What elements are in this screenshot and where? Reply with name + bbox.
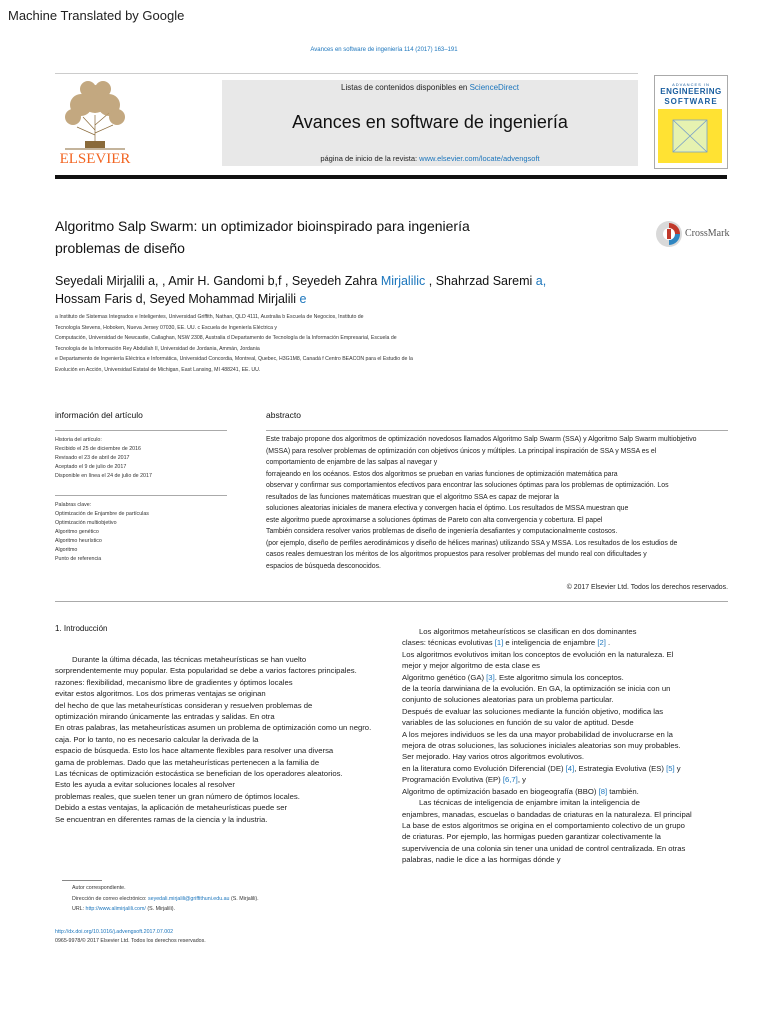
- machine-translated-banner: Machine Translated by Google: [8, 8, 185, 23]
- section-divider: [55, 601, 728, 602]
- citation-link[interactable]: [1]: [494, 638, 504, 648]
- intro-right-line: [402, 626, 728, 637]
- intro-right-line: [402, 683, 728, 694]
- intro-column-left: Durante la última década, las técnicas metaheurísticas se han vuelto sorprendentemente muy popular. Esta popularidad se debe a varios factores principales. razones: flexibilidad, mecanismo libre de gradientes y óptimos locales evitar estos algoritmos. Los dos primeras ventajas se originan del hecho de que las metaheurísticas consideran y resuelven problemas de optimización mirando únicamente las entradas y salidas. En otra En otras palabras, las metaheurísticas asumen un problema de optimización como un negro. caja. Por lo tanto, no es necesario calcular la derivada de la espacio de búsqueda. Esto los hace altamente flexibles para resolver una diversa gama de problemas. Dado que las metaheurísticas pertenecen a la familia de Las técnicas de optimización estocástica se benefician de los operadores aleatorios. Esto les ayuda a evitar soluciones locales al resolver problemas reales, que suelen tener un gran número de óptimos locales. Debido a estas ventajas, la aplicación de metaheurísticas puede ser Se encuentran en diferentes ramas de la ciencia y la industria.: [55, 655, 372, 824]
- line-text: La base de estos algoritmos se origina en el comportamiento colectivo de un grupo: [402, 820, 685, 830]
- line-text: Algoritmo de optimización basado en biogeografía (BBO): [402, 786, 599, 796]
- line-text: enjambres, manadas, escuelas o bandadas de criaturas en la naturaleza. El principal: [402, 809, 692, 819]
- abstract-copyright: © 2017 Elsevier Ltd. Todos los derechos reservados.: [566, 584, 728, 591]
- intro-right-line: [402, 637, 728, 648]
- journal-title: Avances en software de ingeniería: [292, 112, 568, 132]
- cover-line1: ADVANCES IN: [672, 82, 710, 87]
- line-text: Los algoritmos evolutivos imitan los conceptos de evolución en la naturaleza. El: [402, 649, 674, 659]
- line-text: , y: [517, 775, 526, 785]
- article-info-heading: información del artículo: [55, 410, 143, 420]
- author-link-seyed-mohammad[interactable]: e: [299, 292, 307, 306]
- intro-right-line: [402, 774, 728, 785]
- line-text: conjunto de soluciones aleatorias para un problema particular.: [402, 695, 614, 705]
- intro-right-line: [402, 786, 728, 797]
- line-text: y: [674, 763, 681, 773]
- line-text: Los algoritmos metaheurísticos se clasifican en dos dominantes: [419, 627, 637, 636]
- article-history: Historia del artículo: Recibido el 25 de diciembre de 2016 Revisado el 23 de abril de 2017 Aceptado el 9 de julio de 2017 Disponible en línea el 24 de julio de 2017: [55, 437, 152, 479]
- citation-link[interactable]: [8]: [598, 786, 608, 796]
- intro-right-line: [402, 763, 728, 774]
- line-text: supervivencia de una colonia sin tener una unidad de control centralizada. En otras: [402, 843, 686, 853]
- intro-right-line: [402, 660, 728, 671]
- intro-right-line: [402, 843, 728, 854]
- intro-right-line: [402, 854, 728, 865]
- line-text: Las técnicas de inteligencia de enjambre imitan la inteligencia de: [419, 798, 640, 808]
- intro-column-right: [402, 626, 728, 866]
- line-text: , Estrategia Evolutiva (ES): [574, 763, 667, 773]
- citation-link[interactable]: [5]: [666, 763, 675, 773]
- intro-right-line: [402, 797, 728, 808]
- cover-graphic-icon: [663, 112, 717, 160]
- intro-right-line: [402, 740, 728, 751]
- line-text: también.: [607, 786, 639, 796]
- footnote-rule: [62, 880, 102, 881]
- line-text: . Este algoritmo simula los conceptos.: [494, 672, 624, 682]
- contents-availability: Listas de contenidos disponibles en ScienceDirect: [341, 83, 519, 92]
- line-text: variables de las soluciones en función de su valor de aptitud. Desde: [402, 718, 634, 728]
- author-link-saremi[interactable]: a,: [535, 274, 547, 288]
- line-text: palabras, nadie le dice a las hormigas dónde y: [402, 855, 561, 865]
- header-top-rule: [55, 73, 638, 74]
- citation-link[interactable]: [2]: [597, 638, 606, 648]
- line-text: mejora de otras soluciones, las soluciones iniciales aleatorias son muy probables.: [402, 741, 681, 751]
- keywords: Palabras clave: Optimización de Enjambre de partículas Optimización multiobjetivo Algoritmo genético Algoritmo heurístico Algoritmo Punto de referencia: [55, 502, 149, 562]
- intro-right-line: [402, 649, 728, 660]
- line-text: .: [605, 638, 611, 648]
- line-text: Después de evaluar las soluciones mediante la función objetivo, modifica las: [402, 706, 664, 716]
- author-url-link[interactable]: http://www.alimirjalili.com/: [85, 906, 146, 912]
- cover-line2: ENGINEERING: [660, 87, 722, 96]
- line-text: Algoritmo genético (GA): [402, 672, 487, 682]
- line-text: clases: técnicas evolutivas: [402, 638, 495, 648]
- line-text: Ser mejorado. Hay varios otros algoritmos evolutivos.: [402, 752, 585, 762]
- line-text: de la teoría darwiniana de la evolución. En GA, la optimización se inicia con un: [402, 684, 671, 694]
- citation-link[interactable]: [3]: [486, 672, 495, 682]
- line-text: Programación Evolutiva (EP): [402, 775, 503, 785]
- sciencedirect-link[interactable]: ScienceDirect: [469, 83, 519, 92]
- intro-right-line: [402, 706, 728, 717]
- line-text: A los mejores individuos se les da una mayor probabilidad de involucrarse en la: [402, 729, 673, 739]
- crossmark-label: CrossMark: [685, 228, 730, 239]
- article-info-rule: [55, 430, 227, 431]
- journal-homepage: página de inicio de la revista: www.elsevier.com/locate/advengsoft: [320, 154, 540, 163]
- line-text: e inteligencia de enjambre: [503, 638, 598, 648]
- author-list: Seyedali Mirjalili a, , Amir H. Gandomi b,f , Seyedeh Zahra Mirjalilic , Shahrzad Saremi a, Hossam Faris d, Seyed Mohammad Mirjalili e: [55, 274, 547, 306]
- intro-right-line: [402, 672, 728, 683]
- abstract-body: Este trabajo propone dos algoritmos de optimización novedosos llamados Algoritmo Salp Swarm (SSA) y Algoritmo Salp Swarm multiobjetivo (MSSA) para resolver problemas de optimización con objetivos únicos y múltiples. La principal inspiración de SSA y MSSA es el comportamiento de enjambre de las salpas al navegar y forrajeando en los océanos. Estos dos algoritmos se prueban en varias funciones de optimización matemática para observar y confirmar sus comportamientos efectivos para encontrar las soluciones óptimas para los problemas de optimización. Los resultados de las funciones matemáticas muestran que el algoritmo SSA es capaz de mejorar la soluciones aleatorias iniciales de manera efectiva y convergen hacia el óptimo. Los resultados de MSSA muestran que este algoritmo puede aproximarse a soluciones óptimas de Pareto con alta convergencia y cobertura. El papel También considera resolver varios problemas de diseño de ingeniería desafiantes y computacionalmente costosos. (por ejemplo, diseño de perfiles aerodinámicos y diseño de hélices marinas) utilizando SSA y MSSA. Los resultados de los estudios de casos reales demuestran los méritos de los algoritmos propuestos para resolver problemas del mundo real con dificultades y espacios de búsqueda desconocidos.: [266, 436, 697, 570]
- intro-right-line: [402, 831, 728, 842]
- line-text: en la literatura como Evolución Diferencial (DE): [402, 763, 566, 773]
- introduction-heading: 1. Introducción: [55, 624, 108, 633]
- journal-reference-link[interactable]: Avances en software de ingeniería 114 (2017) 163–191: [310, 47, 458, 53]
- doi-block: [55, 928, 375, 946]
- intro-right-line: [402, 820, 728, 831]
- line-text: mejor y mejor algoritmo de esta clase es: [402, 661, 541, 671]
- affiliations: a Instituto de Sistemas Integrados e Inteligentes, Universidad Griffith, Nathan, QLD 4111, Australia b Escuela de Negocios, Instituto de Tecnología Stevens, Hoboken, Nueva Jersey 07030, EE. UU. c Escuela de Ingeniería Eléctrica y Computación, Universidad de Newcastle, Callaghan, NSW 2308, Australia d Departamento de Tecnología de la Información Empresarial, Escuela de Tecnología de la Información Rey Abdullah II, Universidad de Jordania, Ammán, Jordania e Departamento de Ingeniería Eléctrica e Informática, Universidad Concordia, Montreal, Quebec, H3G1M8, Canadá f Centro BEACON para el Estudio de la Evolución en Acción, Universidad Estatal de Michigan, East Lansing, MI 488241, EE. UU.: [55, 314, 413, 373]
- abstract-heading: abstracto: [266, 410, 301, 420]
- crossmark-icon: [655, 220, 683, 248]
- journal-homepage-link[interactable]: www.elsevier.com/locate/advengsoft: [419, 154, 540, 163]
- cover-line3: SOFTWARE: [664, 97, 718, 106]
- doi-link[interactable]: http://dx.doi.org/10.1016/j.advengsoft.2017.07.002: [55, 929, 174, 935]
- intro-right-line: [402, 809, 728, 820]
- intro-right-line: [402, 694, 728, 705]
- citation-link[interactable]: [4]: [565, 763, 575, 773]
- intro-right-line: [402, 729, 728, 740]
- issn-line: 0965-9978/© 2017 Elsevier Ltd. Todos los derechos reservados.: [55, 938, 206, 944]
- article-title: Algoritmo Salp Swarm: un optimizador bioinspirado para ingeniería problemas de diseño: [55, 218, 470, 256]
- header-thick-rule: [55, 175, 727, 179]
- line-text: de criaturas. Por ejemplo, las hormigas pueden garantizar colectivamente la: [402, 832, 661, 842]
- keywords-rule: [55, 495, 227, 496]
- crossmark-badge[interactable]: [655, 220, 733, 248]
- elsevier-logo: [55, 75, 135, 167]
- author-link-mirjalili-c[interactable]: Mirjalilic: [380, 274, 426, 288]
- intro-right-line: [402, 751, 728, 762]
- author-email-link[interactable]: seyedali.mirjalili@griffithuni.edu.au: [147, 895, 230, 902]
- intro-right-line: [402, 717, 728, 728]
- journal-cover: [654, 75, 728, 169]
- abstract-rule: [266, 430, 728, 431]
- citation-link[interactable]: [6,7]: [502, 775, 518, 785]
- footnote: Autor correspondiente. Dirección de correo electrónico: seyedali.mirjalili@griffithuni.edu.au (S. Mirjalili). URL: http://www.alimirjalili.com/ (S. Mirjalili).: [72, 885, 259, 912]
- elsevier-wordmark: ELSEVIER: [59, 151, 131, 167]
